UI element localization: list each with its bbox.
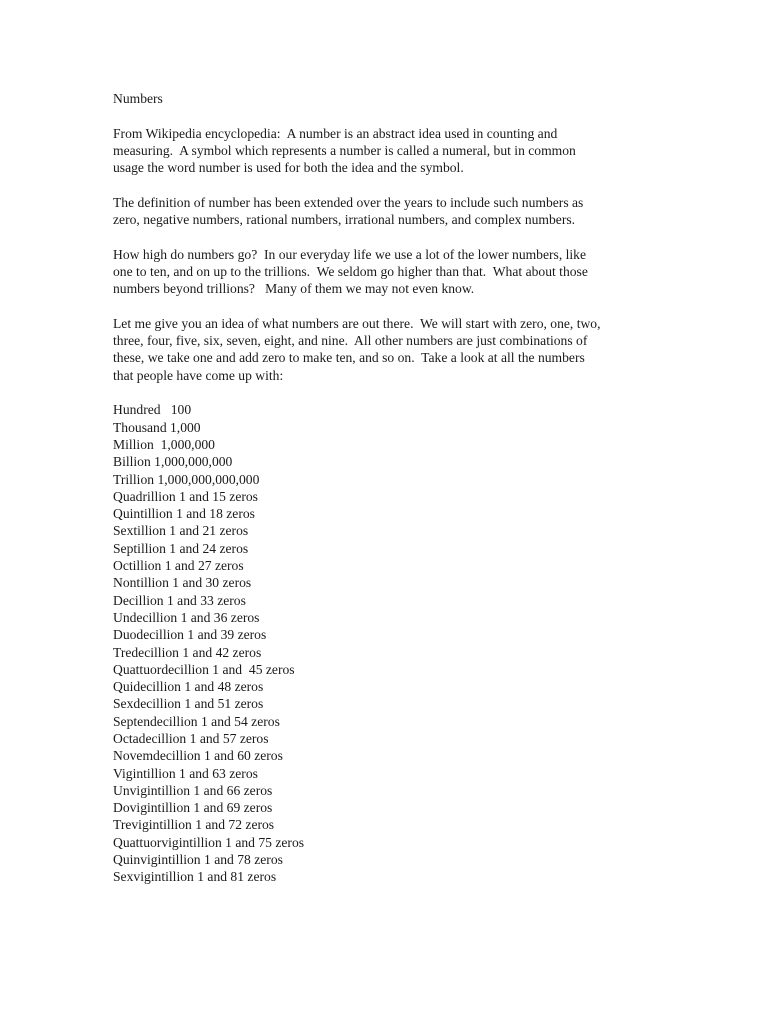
paragraph-line: usage the word number is used for both the idea and the symbol. (113, 160, 464, 176)
list-item: Nontillion 1 and 30 zeros (113, 575, 252, 591)
paragraph-line: numbers beyond trillions? Many of them we may not even know. (113, 281, 475, 297)
paragraph-how-high (113, 246, 693, 298)
list-item: Billion 1,000,000,000 (113, 454, 233, 470)
paragraph-line: Let me give you an idea of what numbers are out there. We will start with zero, one, two, (113, 315, 601, 331)
list-item: Dovigintillion 1 and 69 zeros (113, 800, 273, 816)
paragraph-line: zero, negative numbers, rational numbers, irrational numbers, and complex numbers. (113, 212, 576, 228)
document-title: Numbers (113, 91, 163, 106)
list-item: Sextillion 1 and 21 zeros (113, 523, 249, 539)
list-item: Trillion 1,000,000,000,000 (113, 471, 260, 487)
list-item: Novemdecillion 1 and 60 zeros (113, 748, 283, 764)
list-item: Million 1,000,000 (113, 436, 215, 452)
list-item: Octillion 1 and 27 zeros (113, 558, 244, 574)
paragraph-line: these, we take one and add zero to make ten, and so on. Take a look at all the numbers (113, 350, 585, 366)
list-item: Quinvigintillion 1 and 78 zeros (113, 852, 283, 868)
list-item: Septillion 1 and 24 zeros (113, 540, 249, 556)
list-item: Quadrillion 1 and 15 zeros (113, 488, 258, 504)
list-item: Quidecillion 1 and 48 zeros (113, 679, 264, 695)
list-item: Tredecillion 1 and 42 zeros (113, 644, 262, 660)
list-item: Trevigintillion 1 and 72 zeros (113, 817, 275, 833)
list-item: Duodecillion 1 and 39 zeros (113, 627, 267, 643)
list-item: Unvigintillion 1 and 66 zeros (113, 782, 273, 798)
list-item: Quattuorvigintillion 1 and 75 zeros (113, 834, 305, 850)
list-item: Thousand 1,000 (113, 419, 201, 435)
paragraph-line: three, four, five, six, seven, eight, and nine. All other numbers are just combinations of (113, 333, 588, 349)
list-item: Hundred 100 (113, 402, 192, 418)
paragraph-line: How high do numbers go? In our everyday life we use a lot of the lower numbers, like (113, 246, 587, 262)
number-names-list (113, 401, 693, 885)
paragraph-wikipedia-definition (113, 125, 693, 177)
paragraph-introduction-to-list (113, 315, 693, 384)
list-item: Undecillion 1 and 36 zeros (113, 609, 260, 625)
paragraph-line: From Wikipedia encyclopedia: A number is an abstract idea used in counting and (113, 125, 558, 141)
list-item: Sexdecillion 1 and 51 zeros (113, 696, 264, 712)
list-item: Quattuordecillion 1 and 45 zeros (113, 661, 295, 677)
paragraph-line: measuring. A symbol which represents a number is called a numeral, but in common (113, 142, 576, 158)
list-item: Quintillion 1 and 18 zeros (113, 506, 255, 522)
document-page (113, 90, 693, 886)
list-item: Septendecillion 1 and 54 zeros (113, 713, 280, 729)
list-item: Decillion 1 and 33 zeros (113, 592, 246, 608)
list-item: Vigintillion 1 and 63 zeros (113, 765, 258, 781)
paragraph-line: that people have come up with: (113, 367, 284, 383)
paragraph-definition-extended (113, 194, 693, 229)
list-item: Sexvigintillion 1 and 81 zeros (113, 869, 277, 885)
list-item: Octadecillion 1 and 57 zeros (113, 730, 269, 746)
paragraph-line: one to ten, and on up to the trillions. We seldom go higher than that. What about those (113, 263, 588, 279)
paragraph-line: The definition of number has been extended over the years to include such numbers as (113, 194, 584, 210)
